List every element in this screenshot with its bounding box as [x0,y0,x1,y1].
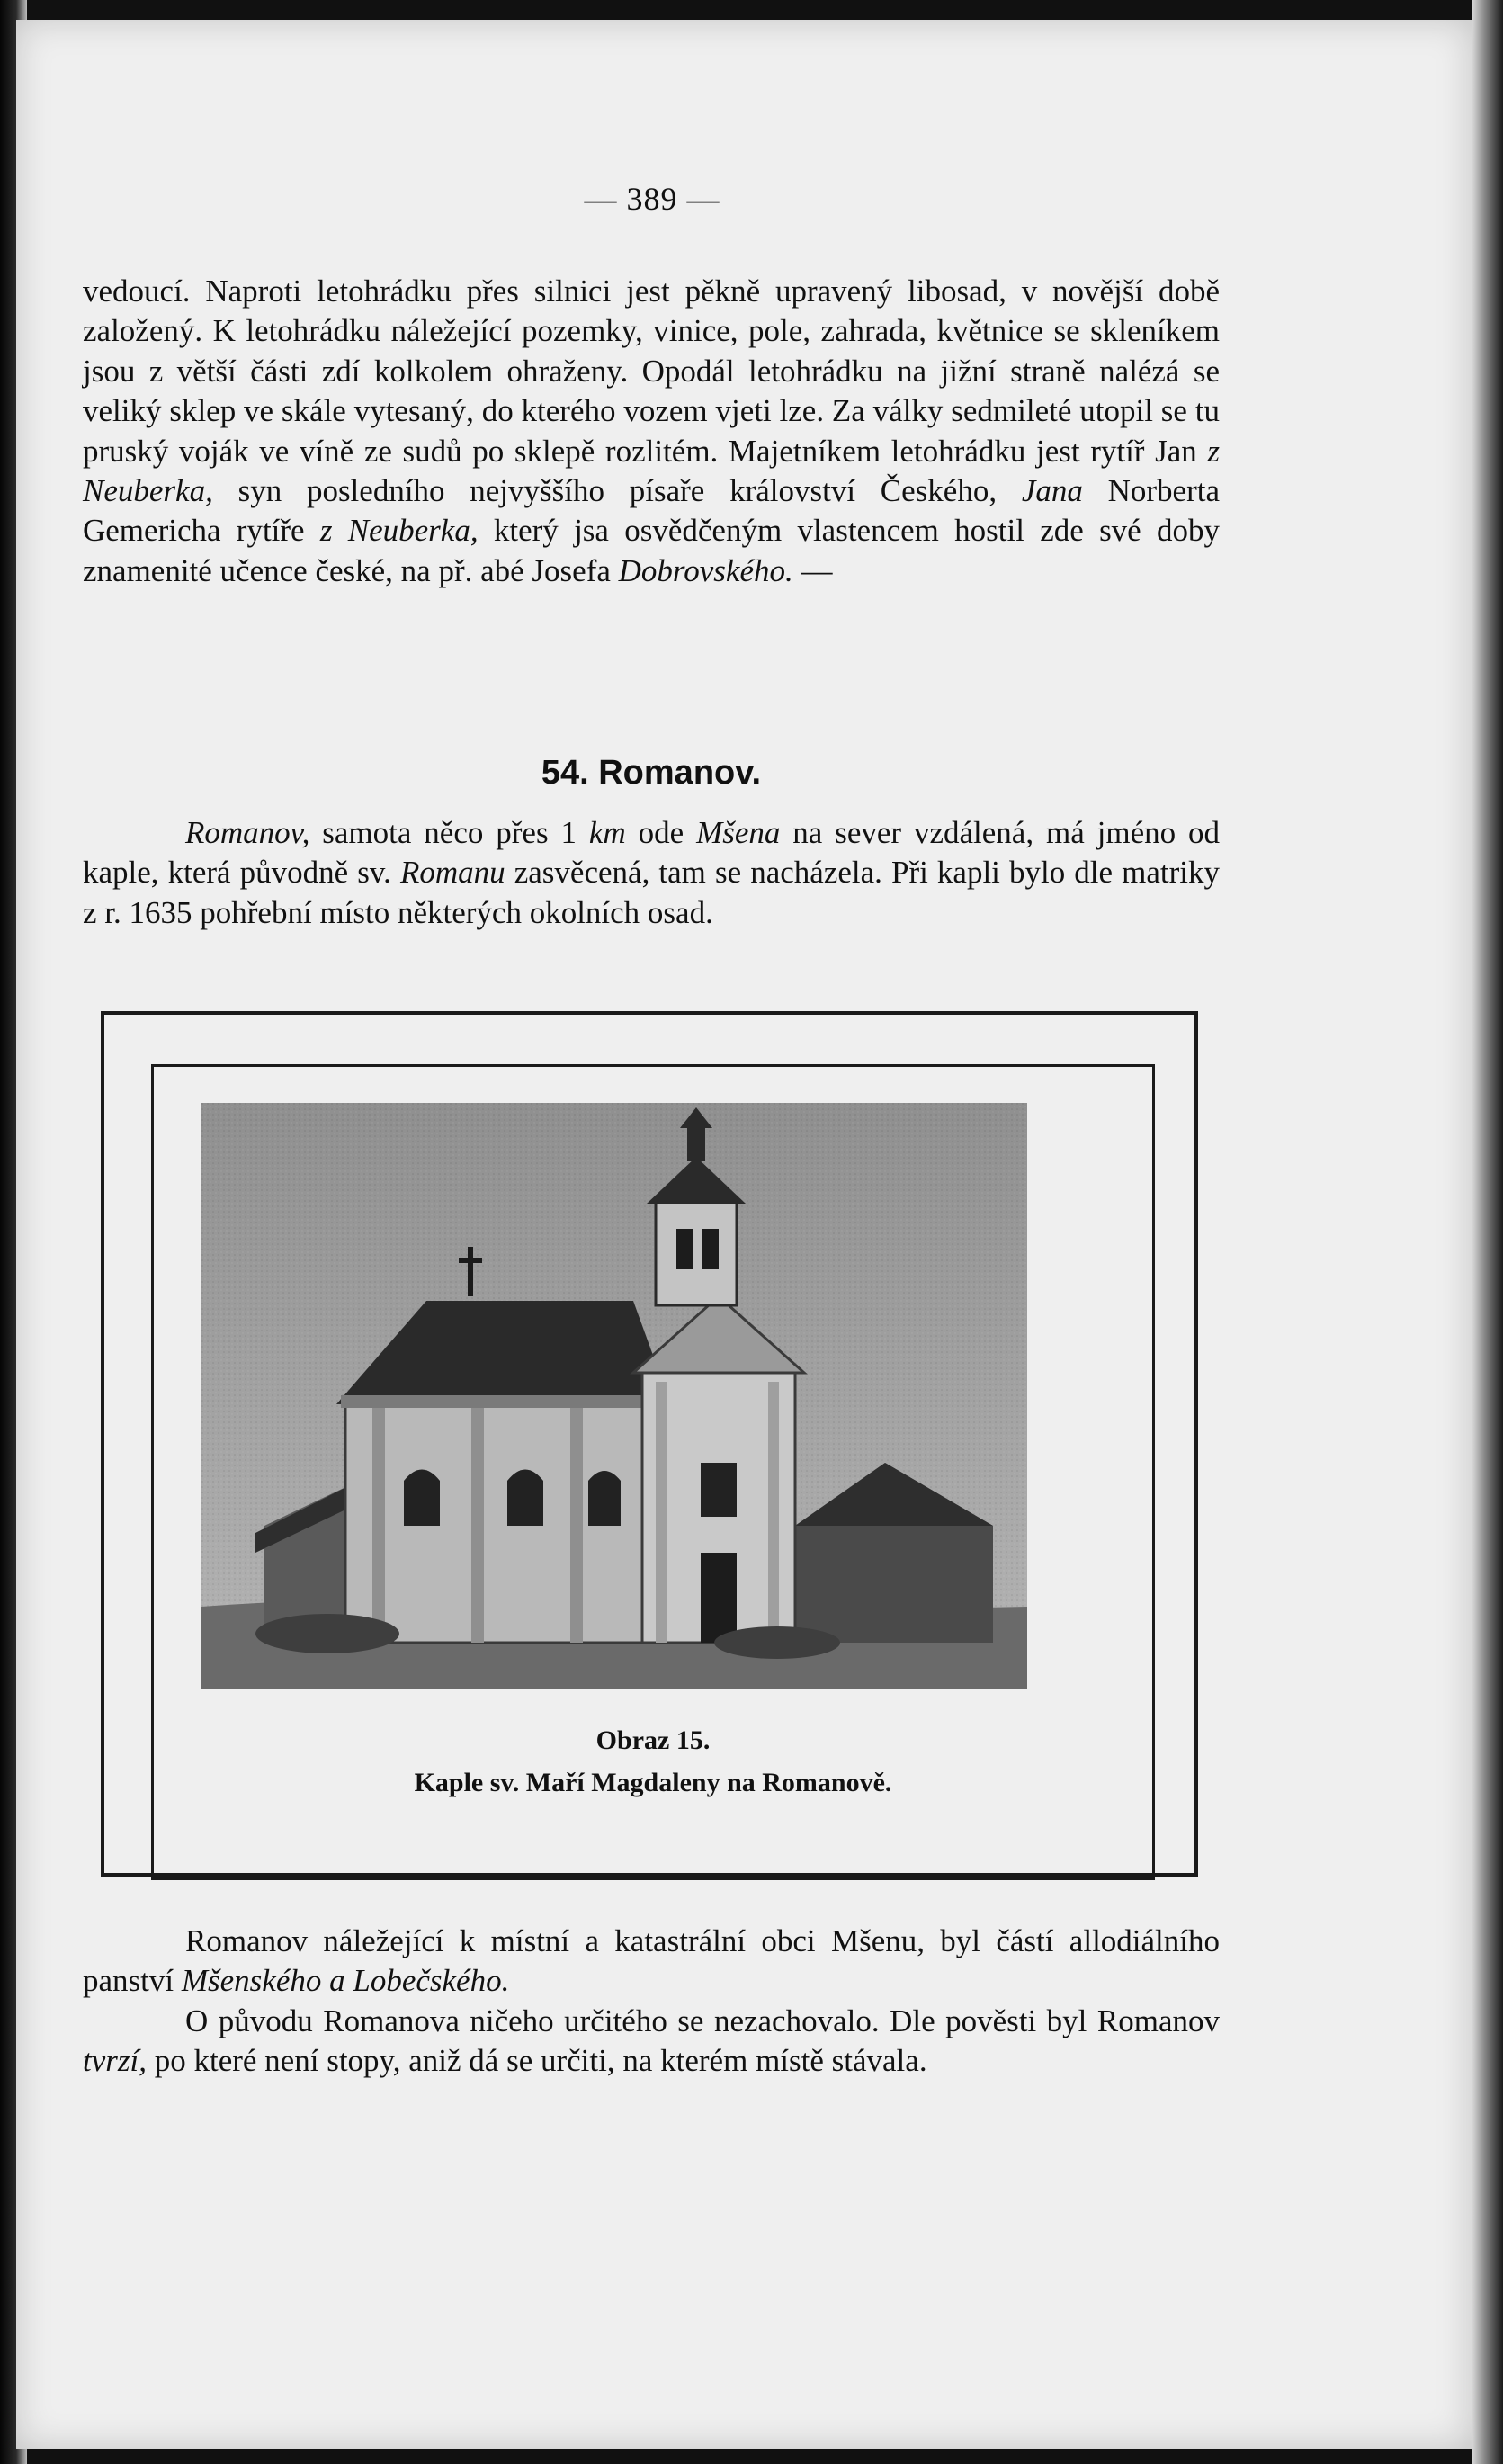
intro-dash: — [801,552,833,588]
section-heading: 54. Romanov. [541,754,762,792]
unit-km: km [588,815,626,850]
figure-caption: Kaple sv. Maří Magdaleny na Romanově. [414,1768,892,1797]
intro-paragraph [83,272,1220,591]
section-text-d: zasvěcená, tam se nacházela. Při kapli bylo dle matriky z r. 1635 pohřební místo některých okolních osad. [83,855,1221,930]
closing-paragraph-1 [83,1922,1220,2002]
intro-text-mid: syn posledního nejvyššího písaře království Českého, [237,473,998,509]
intro-text: vedoucí. Naproti letohrádku přes silnici jest pěkně upravený libosad, v novější době založený. K letohrádku náležející pozemky, vinice, pole, zahrada, květnice se skleníkem jsou z větší části zdí kolkolem ohraženy. Opodál letohrádku na jižní straně nalézá se veliký sklep ve skále vytesaný, do kterého vozem vjeti lze. Za války sedmileté utopil se tu pruský voják ve víně ze sudů po sklepě rozlitém. Majetníkem letohrádku jest rytíř Jan [83,273,1220,469]
closing-text-c: po které není stopy, aniž dá se určiti, na kterém místě stávala. [154,2043,927,2079]
closing-paragraph-2 [83,2002,1220,2082]
intro-name-neuberk-2: z Neuberka, [319,513,479,549]
romanov-name: Romanov, [185,815,310,850]
section-text-a: samota něco přes 1 [322,815,577,850]
page-edge-shadow [1472,0,1503,2464]
closing-text [83,1922,1220,2082]
page-number: — 389 — [584,181,720,217]
chapel-illustration [201,1103,1027,1689]
section-text-b: ode [638,815,684,850]
figure-number: Obraz 15. [595,1725,711,1755]
section-paragraph [83,813,1220,933]
intro-text-mid3: který jsa osvědčeným vlastencem hostil zde své doby znamenité učence české, na př. abé Josefa [83,513,1220,588]
intro-name-dobrovsky: Dobrovského. [618,552,793,588]
section-text-c: na sever vzdálená, má jméno od kaple, která původně sv. [83,815,1221,891]
estate-name: Mšenského a Lobečského. [181,1963,510,1999]
intro-name-jana: Jana [1021,473,1083,509]
saint-romanu: Romanu [399,855,505,891]
intro-name-neuberk: z Neuberka, [83,433,1220,509]
place-msena: Mšena [696,815,781,850]
term-tvrz: tvrzí, [83,2043,147,2079]
chapel-illustration-svg [201,1103,1027,1689]
intro-text-mid2: Norberta Gemericha rytíře [83,473,1221,549]
closing-text-a: Romanov náležející k místní a katastrální obci Mšenu, byl částí allodiálního panství [83,1923,1220,1999]
closing-text-b: O původu Romanova ničeho určitého se nezachovalo. Dle pověsti byl Romanov [185,2003,1220,2038]
